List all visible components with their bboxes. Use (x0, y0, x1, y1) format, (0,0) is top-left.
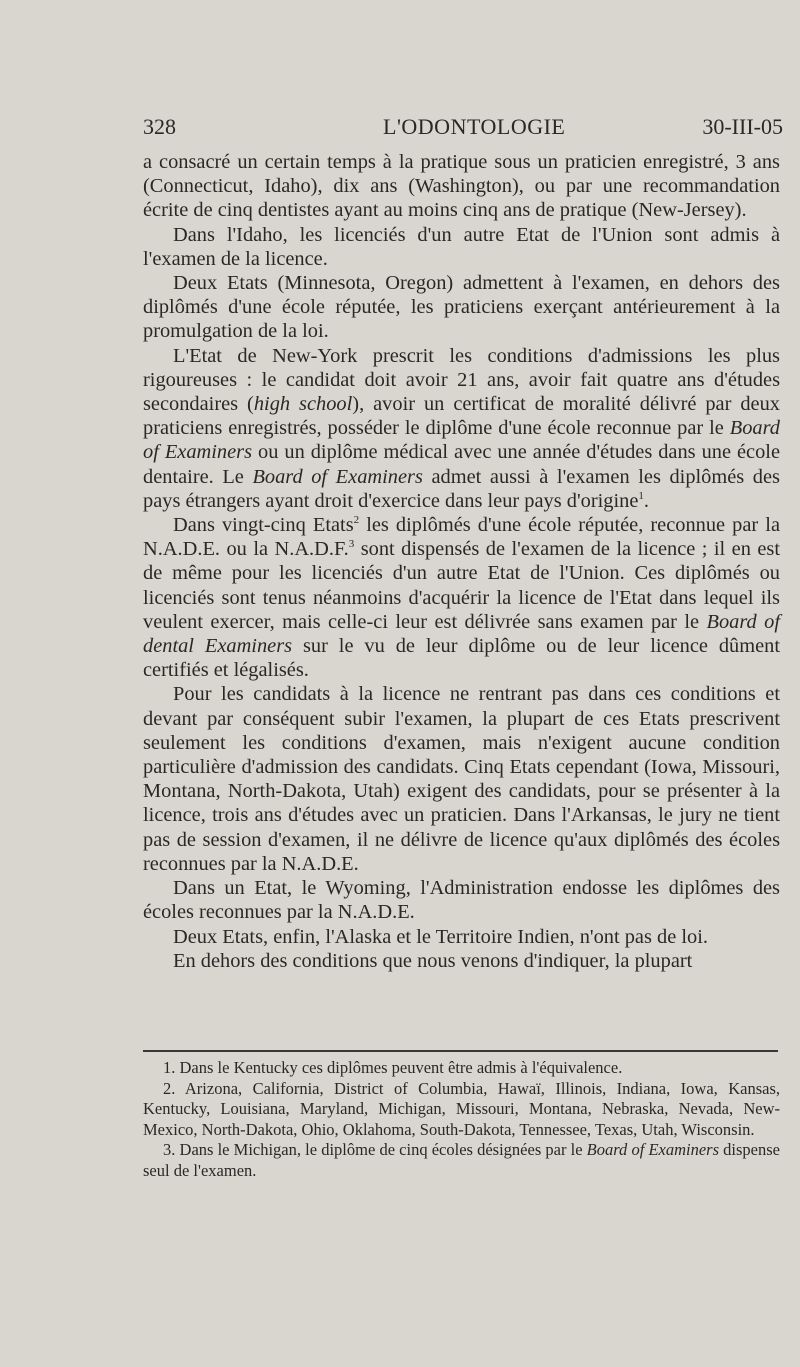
paragraph: a consacré un certain temps à la pratique sous un praticien enregistré, 3 ans (Connecticut, Idaho), dix ans (Washington), ou par une recommandation écrite de cinq dentistes ayant au moins cinq ans de pratique (New-Jersey). (143, 151, 780, 222)
paragraph: Deux Etats, enfin, l'Alaska et le Territoire Indien, n'ont pas de loi. (173, 925, 708, 948)
footnote-divider (143, 1050, 778, 1052)
paragraph: L'Etat de New-York prescrit les conditions d'admissions les plus rigoureuses : le candidat doit avoir 21 ans, avoir fait quatre ans d'études secondaires (high school), avoir un certificat de moralité délivré par deux praticiens enregistrés, posséder le diplôme d'une école reconnue par le Board of Examiners ou un diplôme médical avec une année d'études dans une école dentaire. Le Board of Examiners admet aussi à l'examen les diplômés des pays étrangers ayant droit d'exercice dans leur pays d'origine$^1$. (143, 344, 780, 512)
footnote-ref: 1 (638, 490, 644, 503)
paragraph: Dans l'Idaho, les licenciés d'un autre Etat de l'Union sont admis à l'examen de la licence. (143, 223, 780, 270)
paragraph: Deux Etats (Minnesota, Oregon) admettent à l'examen, en dehors des diplômés d'une école réputée, les praticiens exerçant antérieurement à la promulgation de la loi. (143, 272, 780, 343)
paragraph: Pour les candidats à la licence ne rentrant pas dans ces conditions et devant par conséquent subir l'examen, la plupart de ces Etats prescrivent seulement les conditions d'examen, mais n'exigent aucune condition particulière d'admission des candidats. Cinq Etats cependant (Iowa, Missouri, Montana, North-Dakota, Utah) exigent des candidats, pour se présenter à la licence, trois ans d'études avec un praticien. Dans l'Arkansas, le jury ne tient pas de session d'examen, il ne délivre de licence qu'aux diplômés des écoles reconnues par la N.A.D.E. (143, 683, 780, 875)
running-header (143, 114, 783, 144)
page-number: 328 (143, 114, 176, 139)
footnote: 2. Arizona, California, District of Columbia, Hawaï, Illinois, Indiana, Iowa, Kansas, Kentucky, Louisiana, Maryland, Michigan, Missouri, Montana, Nebraska, Nevada, New-Mexico, North-Dakota, Ohio, Oklahoma, South-Dakota, Tennessee, Texas, Utah, Wisconsin. (143, 1078, 780, 1139)
issue-date: 30-III-05 (702, 114, 783, 139)
footnote-ref: 3 (348, 538, 355, 551)
footnotes (143, 1058, 780, 1181)
footnote: 1. Dans le Kentucky ces diplômes peuvent être admis à l'équivalence. (163, 1058, 623, 1077)
paragraph: Dans vingt-cinq Etats$^2$ les diplômés d'une école réputée, reconnue par la N.A.D.E. ou la N.A.D.F.$^3$ sont dispensés de l'examen de la licence ; il en est de même pour les licenciés d'un autre Etat de l'Union. Ces diplômés ou licenciés sont tenus néanmoins d'acquérir la licence de l'Etat dans lequel ils veulent exercer, mais celle-ci leur est délivrée sans examen par le Board of dental Examiners sur le vu de leur diplôme ou de leur licence dûment certifiés et légalisés. (143, 514, 781, 682)
journal-title: L'ODONTOLOGIE (383, 114, 566, 139)
paragraph: Dans un Etat, le Wyoming, l'Administration endosse les diplômes des écoles reconnues par la N.A.D.E. (143, 877, 780, 924)
main-text (143, 150, 780, 973)
paragraph: En dehors des conditions que nous venons d'indiquer, la plupart (173, 949, 693, 972)
footnote-ref: 2 (353, 514, 360, 527)
footnote: 3. Dans le Michigan, le diplôme de cinq écoles désignées par le Board of Examiners dispense seul de l'examen. (143, 1140, 780, 1180)
